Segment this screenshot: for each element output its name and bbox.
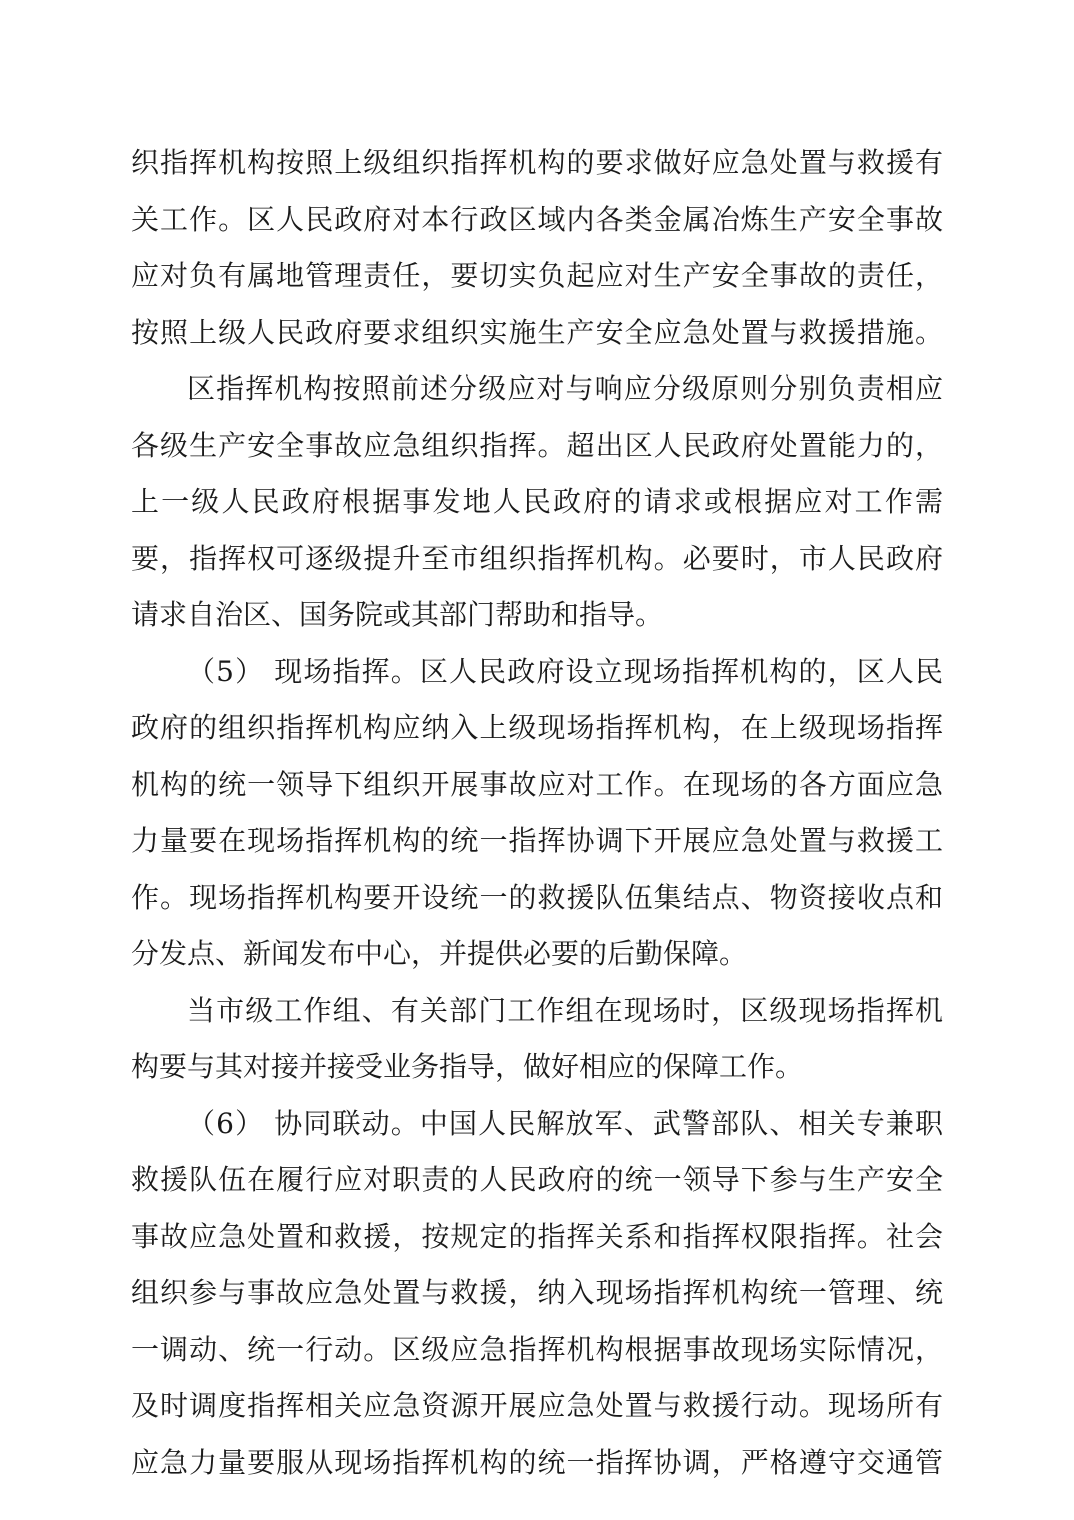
text-line: 上一级人民政府根据事发地人民政府的请求或根据应对工作需	[131, 485, 943, 518]
text-line: （6） 协同联动。中国人民解放军、武警部队、相关专兼职	[187, 1107, 943, 1140]
text-line: 织指挥机构按照上级组织指挥机构的要求做好应急处置与救援有	[131, 146, 943, 179]
text-line: 及时调度指挥相关应急资源开展应急处置与救援行动。现场所有	[131, 1389, 943, 1422]
text-line: 当市级工作组、有关部门工作组在现场时，区级现场指挥机	[187, 994, 943, 1027]
text-line: 救援队伍在履行应对职责的人民政府的统一领导下参与生产安全	[131, 1163, 943, 1196]
text-line: 政府的组织指挥机构应纳入上级现场指挥机构，在上级现场指挥	[131, 711, 943, 744]
text-line: 按照上级人民政府要求组织实施生产安全应急处置与救援措施。	[131, 316, 943, 349]
text-line: 事故应急处置和救援，按规定的指挥关系和指挥权限指挥。社会	[131, 1220, 943, 1253]
text-line: 应对负有属地管理责任，要切实负起应对生产安全事故的责任，	[131, 259, 943, 292]
text-line: 关工作。区人民政府对本行政区域内各类金属冶炼生产安全事故	[131, 203, 943, 236]
text-line: 组织参与事故应急处置与救援，纳入现场指挥机构统一管理、统	[131, 1276, 943, 1309]
text-line: 分发点、新闻发布中心，并提供必要的后勤保障。	[131, 937, 748, 970]
text-line: 请求自治区、国务院或其部门帮助和指导。	[131, 598, 664, 631]
text-line: 一调动、统一行动。区级应急指挥机构根据事故现场实际情况，	[131, 1333, 943, 1366]
text-line: 作。现场指挥机构要开设统一的救援队伍集结点、物资接收点和	[131, 881, 943, 914]
text-line: 要，指挥权可逐级提升至市组织指挥机构。必要时，市人民政府	[131, 542, 943, 575]
text-line: 构要与其对接并接受业务指导，做好相应的保障工作。	[131, 1050, 804, 1083]
text-line: （5） 现场指挥。区人民政府设立现场指挥机构的，区人民	[187, 655, 943, 688]
text-line: 区指挥机构按照前述分级应对与响应分级原则分别负责相应	[187, 372, 943, 405]
text-line: 应急力量要服从现场指挥机构的统一指挥协调，严格遵守交通管	[131, 1446, 943, 1479]
text-line: 力量要在现场指挥机构的统一指挥协调下开展应急处置与救援工	[131, 824, 943, 857]
text-line: 机构的统一领导下组织开展事故应对工作。在现场的各方面应急	[131, 768, 943, 801]
text-line: 各级生产安全事故应急组织指挥。超出区人民政府处置能力的，	[131, 429, 943, 462]
